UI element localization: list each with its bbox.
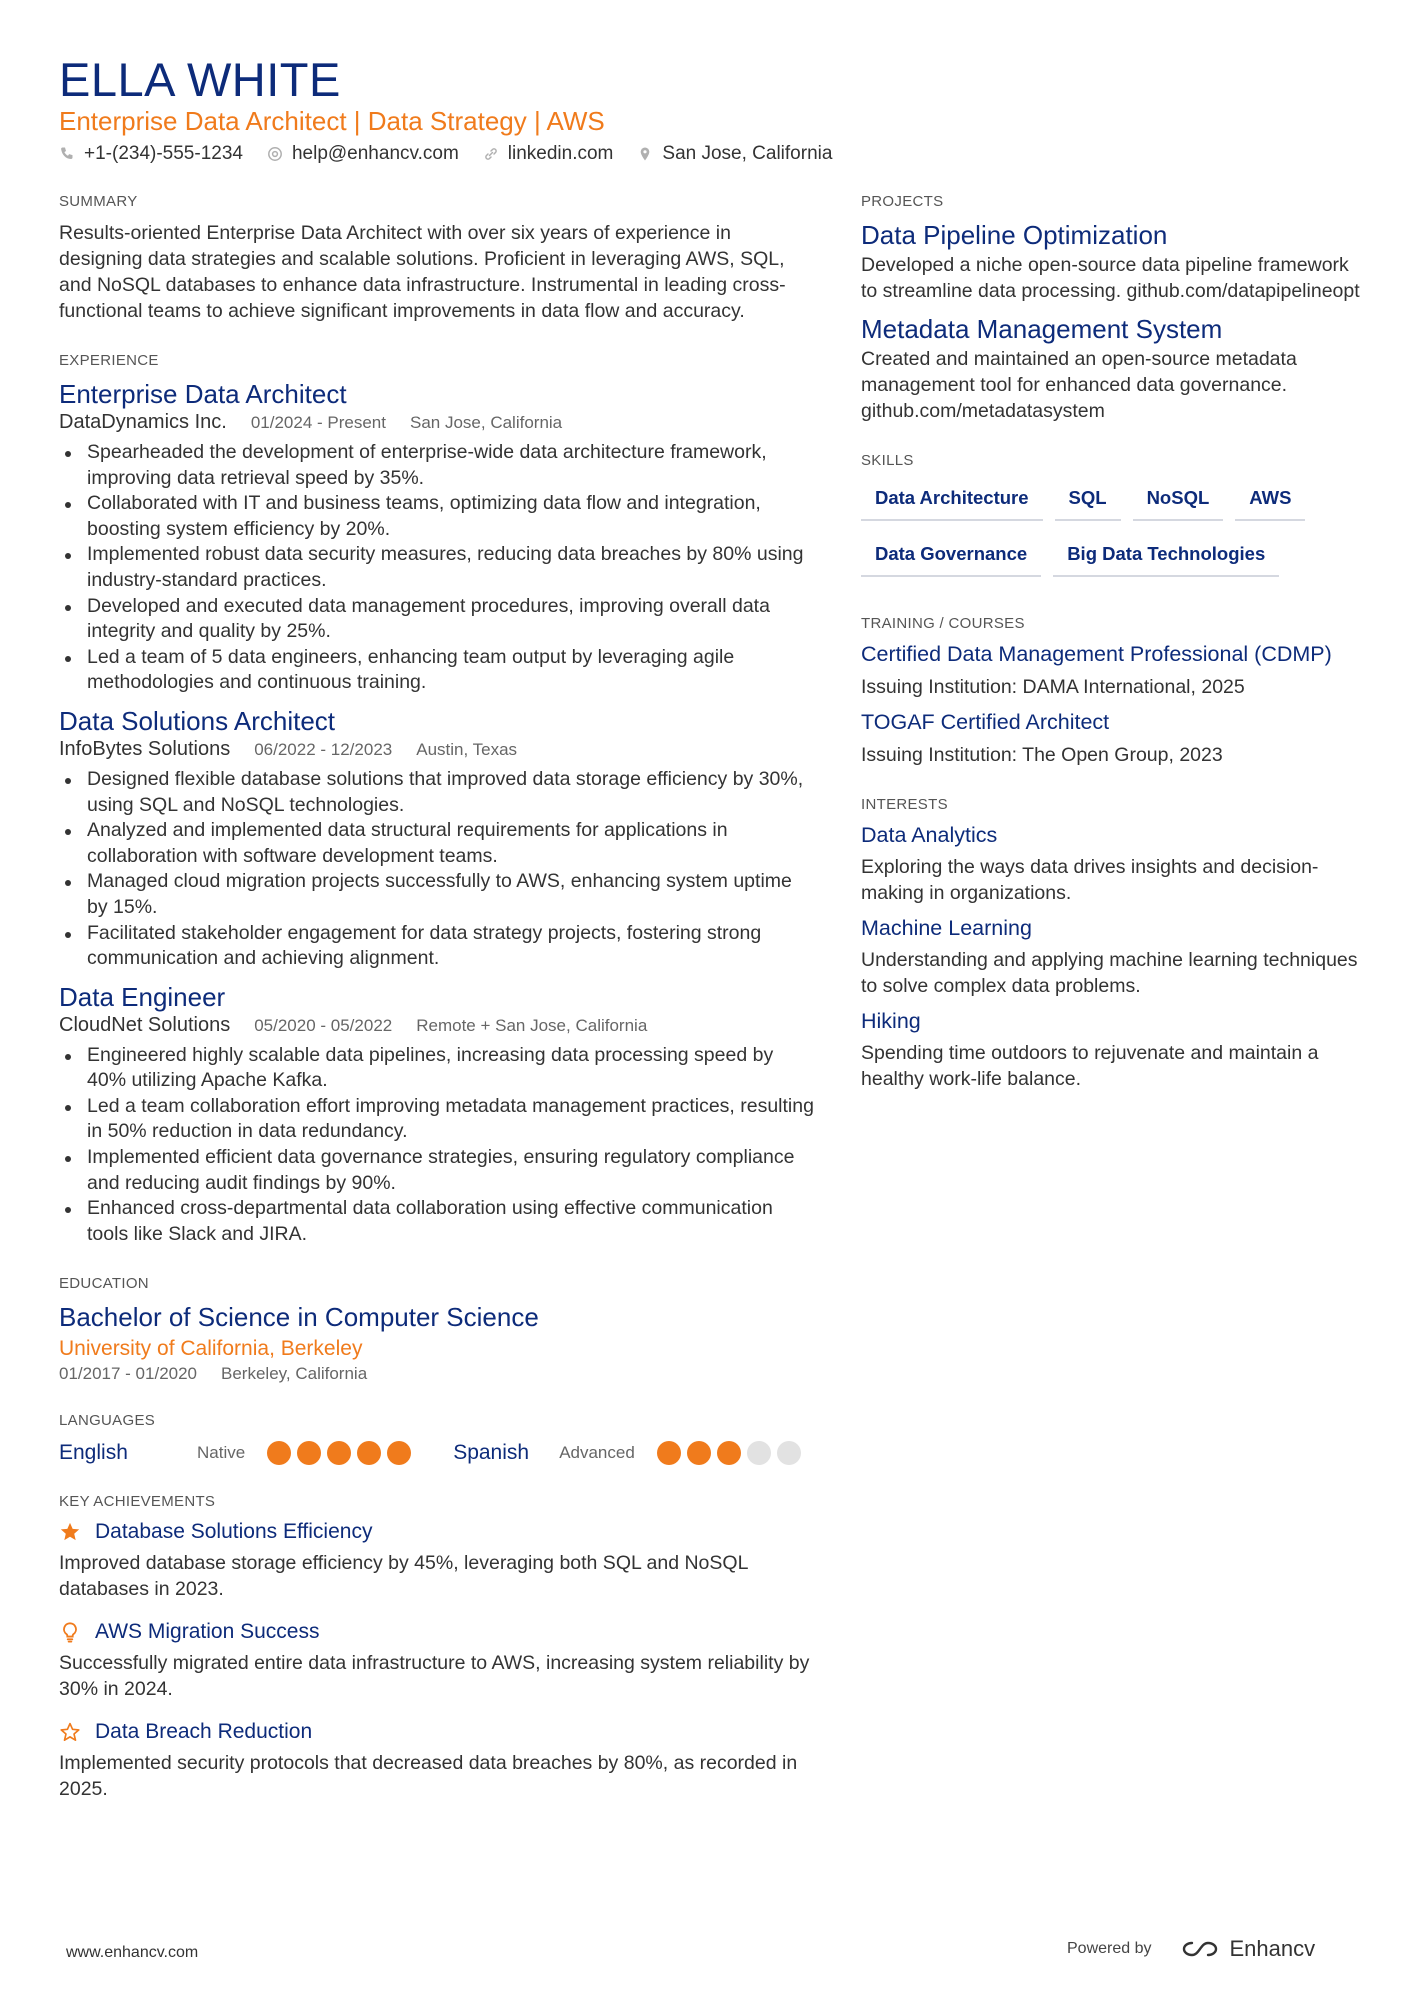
job-company: DataDynamics Inc. bbox=[59, 411, 227, 433]
course-item bbox=[861, 640, 1361, 700]
link-icon bbox=[483, 146, 499, 162]
footer-website[interactable]: www.enhancv.com bbox=[66, 1944, 199, 1961]
interest-description: Understanding and applying machine learning techniques to solve complex data problems. bbox=[861, 949, 1358, 997]
job-entry bbox=[59, 377, 814, 696]
brand-logo[interactable] bbox=[1178, 1936, 1316, 1962]
language-level: Advanced bbox=[559, 1443, 635, 1463]
language-level: Native bbox=[197, 1443, 246, 1463]
location-pin-icon bbox=[637, 146, 653, 162]
interest-title: Hiking bbox=[861, 1009, 921, 1033]
education-degree: Bachelor of Science in Computer Science bbox=[59, 1302, 539, 1333]
job-bullets bbox=[59, 440, 814, 696]
job-entry bbox=[59, 980, 814, 1248]
job-bullet: Implemented robust data security measures, reducing data breaches by 80% using industry-standard practices. bbox=[59, 542, 814, 593]
job-bullet: Implemented efficient data governance strategies, ensuring regulatory compliance and reducing audit findings by 90%. bbox=[59, 1145, 814, 1196]
project-title: Metadata Management System bbox=[861, 314, 1223, 344]
job-dates: 05/2020 - 05/2022 bbox=[254, 1015, 393, 1035]
job-bullet: Managed cloud migration projects successfully to AWS, enhancing system uptime by 15%. bbox=[59, 869, 814, 920]
job-bullet: Analyzed and implemented data structural requirements for applications in collaboration with software development teams. bbox=[59, 818, 814, 869]
footer-branding bbox=[1067, 1936, 1315, 1962]
skill-tag: NoSQL bbox=[1133, 479, 1224, 521]
candidate-tagline: Enterprise Data Architect | Data Strategy | AWS bbox=[59, 106, 605, 136]
project-item bbox=[861, 218, 1361, 304]
email-text: help@enhancv.com bbox=[291, 143, 459, 164]
languages-list bbox=[59, 1441, 814, 1465]
job-bullet: Spearheaded the development of enterprise-wide data architecture framework, improving data retrieval speed by 35%. bbox=[59, 440, 814, 491]
achievement-description: Successfully migrated entire data infrastructure to AWS, increasing system reliability by 30% in 2024. bbox=[59, 1652, 810, 1701]
rating-dot-filled bbox=[657, 1441, 681, 1465]
education-heading: EDUCATION bbox=[59, 1275, 149, 1293]
interest-item bbox=[861, 1009, 1361, 1092]
job-company: CloudNet Solutions bbox=[59, 1013, 231, 1036]
job-bullet: Led a team of 5 data engineers, enhancing team output by leveraging agile methodologies and continuous training. bbox=[59, 645, 814, 696]
project-description: Developed a niche open-source data pipeline framework to streamline data processing. github.com/datapipelineopt bbox=[861, 254, 1360, 302]
job-meta bbox=[59, 1014, 814, 1037]
rating-dot-filled bbox=[357, 1441, 381, 1465]
job-bullet: Enhanced cross-departmental data collaboration using effective communication tools like Slack and JIRA. bbox=[59, 1196, 814, 1247]
contact-bar bbox=[59, 143, 856, 165]
skill-tag: Big Data Technologies bbox=[1053, 535, 1279, 577]
at-icon bbox=[267, 146, 283, 162]
project-description: Created and maintained an open-source metadata management tool for enhanced data governance. github.com/metadatasystem bbox=[861, 348, 1297, 422]
achievement-header bbox=[59, 1520, 814, 1544]
achievement-item bbox=[59, 1720, 814, 1802]
experience-heading: EXPERIENCE bbox=[59, 352, 159, 369]
job-company: InfoBytes Solutions bbox=[59, 737, 231, 760]
job-dates: 01/2024 - Present bbox=[250, 413, 386, 432]
job-title: Data Engineer bbox=[59, 981, 226, 1012]
job-location: San Jose, California bbox=[410, 413, 563, 432]
job-meta bbox=[59, 411, 814, 434]
linkedin-text: linkedin.com bbox=[507, 143, 614, 164]
star-filled-icon bbox=[59, 1521, 81, 1543]
achievement-item bbox=[59, 1620, 814, 1702]
achievement-description: Implemented security protocols that decreased data breaches by 80%, as recorded in 2025. bbox=[59, 1752, 798, 1801]
course-title: Certified Data Management Professional (CDMP) bbox=[861, 642, 1332, 666]
left-column bbox=[59, 193, 814, 1802]
rating-dot-filled bbox=[267, 1441, 291, 1465]
candidate-name: ELLA WHITE bbox=[59, 53, 341, 106]
education-meta bbox=[59, 1364, 814, 1384]
education-school: University of California, Berkeley bbox=[59, 1337, 363, 1361]
contact-email[interactable] bbox=[267, 143, 459, 165]
achievements-heading: KEY ACHIEVEMENTS bbox=[59, 1493, 216, 1511]
language-name: English bbox=[59, 1441, 128, 1465]
interest-description: Exploring the ways data drives insights and decision-making in organizations. bbox=[861, 856, 1319, 904]
job-meta bbox=[59, 738, 814, 761]
rating-dot-filled bbox=[327, 1441, 351, 1465]
achievement-item bbox=[59, 1520, 814, 1602]
rating-dot-filled bbox=[387, 1441, 411, 1465]
achievement-header bbox=[59, 1720, 814, 1744]
summary-heading: SUMMARY bbox=[59, 193, 138, 210]
job-location: Austin, Texas bbox=[416, 739, 518, 759]
job-entry bbox=[59, 704, 814, 972]
job-bullet: Developed and executed data management procedures, improving overall data integrity and quality by 25%. bbox=[59, 594, 814, 645]
right-column bbox=[861, 193, 1361, 1092]
projects-heading: PROJECTS bbox=[861, 193, 944, 210]
interest-description: Spending time outdoors to rejuvenate and maintain a healthy work-life balance. bbox=[861, 1042, 1319, 1090]
language-item bbox=[59, 1441, 417, 1465]
skills-list bbox=[861, 479, 1361, 591]
project-title: Data Pipeline Optimization bbox=[861, 220, 1168, 250]
interests-heading: INTERESTS bbox=[861, 796, 948, 813]
language-item bbox=[453, 1441, 807, 1465]
language-name: Spanish bbox=[453, 1441, 530, 1465]
summary-text: Results-oriented Enterprise Data Architect with over six years of experience in designing data strategies and scalable solutions. Proficient in leveraging AWS, SQL, and NoSQL databases to enhance data infrastructure. Instrumental in leading cross-functional teams to achieve significant improvements in data flow and accuracy. bbox=[59, 222, 786, 322]
skill-tag: Data Governance bbox=[861, 535, 1041, 577]
training-heading: TRAINING / COURSES bbox=[861, 615, 1025, 632]
lightbulb-icon bbox=[59, 1621, 81, 1643]
phone-icon bbox=[59, 146, 75, 162]
contact-location bbox=[637, 143, 832, 165]
achievement-header bbox=[59, 1620, 814, 1644]
rating-dot-filled bbox=[687, 1441, 711, 1465]
education-dates: 01/2017 - 01/2020 bbox=[59, 1364, 198, 1384]
location-text: San Jose, California bbox=[662, 143, 833, 164]
skills-heading: SKILLS bbox=[861, 452, 914, 469]
powered-by-label: Powered by bbox=[1067, 1940, 1152, 1957]
job-bullet: Designed flexible database solutions that improved data storage efficiency by 30%, using SQL and NoSQL technologies. bbox=[59, 767, 814, 818]
course-description: Issuing Institution: DAMA International, 2025 bbox=[861, 676, 1245, 698]
enhancv-logo-icon bbox=[1178, 1937, 1222, 1961]
language-rating bbox=[657, 1441, 807, 1465]
rating-dot-filled bbox=[717, 1441, 741, 1465]
achievement-title: Data Breach Reduction bbox=[95, 1720, 313, 1744]
brand-name: Enhancv bbox=[1229, 1936, 1316, 1961]
interest-item bbox=[861, 823, 1361, 906]
language-rating bbox=[267, 1441, 417, 1465]
achievement-description: Improved database storage efficiency by 45%, leveraging both SQL and NoSQL databases in 2023. bbox=[59, 1552, 748, 1601]
job-bullets bbox=[59, 1043, 814, 1248]
rating-dot-empty bbox=[747, 1441, 771, 1465]
course-description: Issuing Institution: The Open Group, 2023 bbox=[861, 744, 1223, 766]
job-bullet: Collaborated with IT and business teams, optimizing data flow and integration, boosting system efficiency by 20%. bbox=[59, 491, 814, 542]
job-bullets bbox=[59, 767, 814, 972]
rating-dot-empty bbox=[777, 1441, 801, 1465]
interest-title: Machine Learning bbox=[861, 916, 1032, 940]
job-bullet: Engineered highly scalable data pipelines, increasing data processing speed by 40% utilizing Apache Kafka. bbox=[59, 1043, 814, 1094]
phone-text: +1-(234)-555-1234 bbox=[84, 143, 243, 164]
job-location: Remote + San Jose, California bbox=[416, 1015, 648, 1035]
job-title: Enterprise Data Architect bbox=[59, 379, 347, 409]
star-outline-icon bbox=[59, 1721, 81, 1743]
job-bullet: Facilitated stakeholder engagement for data strategy projects, fostering strong communication and achieving alignment. bbox=[59, 921, 814, 972]
job-title: Data Solutions Architect bbox=[59, 705, 336, 736]
job-bullet: Led a team collaboration effort improving metadata management practices, resulting in 50% reduction in data redundancy. bbox=[59, 1094, 814, 1145]
skill-tag: SQL bbox=[1055, 479, 1121, 521]
achievement-title: Database Solutions Efficiency bbox=[95, 1520, 373, 1544]
interest-title: Data Analytics bbox=[861, 823, 998, 847]
job-dates: 06/2022 - 12/2023 bbox=[254, 739, 393, 759]
education-location: Berkeley, California bbox=[221, 1364, 368, 1384]
course-title: TOGAF Certified Architect bbox=[861, 710, 1110, 734]
contact-linkedin[interactable] bbox=[483, 143, 614, 165]
contact-phone bbox=[59, 143, 243, 165]
skill-tag: Data Architecture bbox=[861, 479, 1043, 521]
achievement-title: AWS Migration Success bbox=[95, 1620, 320, 1644]
rating-dot-filled bbox=[297, 1441, 321, 1465]
project-item bbox=[861, 312, 1361, 424]
languages-heading: LANGUAGES bbox=[59, 1412, 156, 1430]
interest-item bbox=[861, 916, 1361, 999]
skill-tag: AWS bbox=[1235, 479, 1305, 521]
course-item bbox=[861, 708, 1361, 768]
